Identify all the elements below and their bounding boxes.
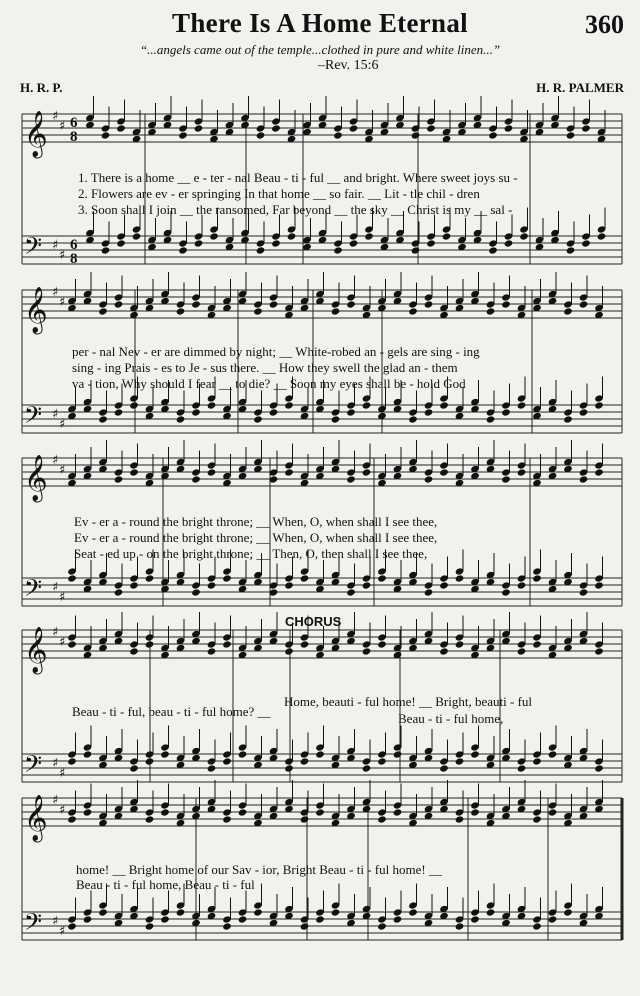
note-head (408, 307, 418, 315)
note-head (442, 232, 452, 240)
note-head (145, 815, 155, 823)
note-head (579, 475, 589, 483)
note-head (269, 408, 279, 416)
note-head (579, 588, 589, 596)
sharp-sign-icon: ♯ (59, 417, 66, 432)
note-head (256, 131, 266, 139)
sharp-sign-icon: ♯ (59, 635, 66, 650)
bass-clef-icon: 𝄢 (24, 232, 43, 265)
note-head (393, 808, 403, 816)
note-head (269, 300, 279, 308)
note-head (331, 908, 341, 916)
note-head (284, 764, 294, 772)
lyric-line: Beau - ti - ful home, Beau - ti - ful (76, 877, 255, 892)
note-head (300, 640, 310, 648)
note-head (488, 246, 498, 254)
note-head (377, 574, 387, 582)
note-head (300, 574, 310, 582)
note-head (101, 131, 111, 139)
note-head (517, 401, 527, 409)
note-head (501, 408, 511, 416)
note-head (114, 300, 124, 308)
note-head (470, 915, 480, 923)
note-head (501, 588, 511, 596)
note-head (284, 581, 294, 589)
note-head (315, 915, 325, 923)
note-head (176, 908, 186, 916)
time-signature-top: 6 (70, 115, 78, 131)
note-head (300, 757, 310, 765)
sharp-sign-icon: ♯ (59, 463, 66, 478)
note-head (594, 581, 604, 589)
note-head (517, 581, 527, 589)
treble-clef-icon: 𝄞 (24, 455, 48, 501)
note-head (315, 808, 325, 816)
note-head (160, 750, 170, 758)
music-credit: H. R. PALMER (536, 80, 624, 95)
note-head (238, 750, 248, 758)
note-head (346, 408, 356, 416)
note-head (178, 131, 188, 139)
note-head (67, 574, 77, 582)
note-head (532, 757, 542, 765)
note-head (455, 757, 465, 765)
note-head (67, 640, 77, 648)
note-head (548, 750, 558, 758)
note-head (455, 922, 465, 930)
note-head (132, 232, 142, 240)
note-head (284, 401, 294, 409)
note-head (331, 415, 341, 423)
note-head (486, 307, 496, 315)
note-head (287, 232, 297, 240)
note-head (532, 640, 542, 648)
note-head (439, 764, 449, 772)
note-head (114, 408, 124, 416)
note-head (98, 307, 108, 315)
note-head (300, 922, 310, 930)
scripture-epigraph: “...angels came out of the temple...clothed in pure and white linen...” (139, 42, 501, 57)
note-head (331, 307, 341, 315)
note-head (566, 131, 576, 139)
note-head (439, 581, 449, 589)
note-head (377, 757, 387, 765)
lyric-line: va - tion, Why should I fear __ to die? __ Soon my eyes shall be - hold God (72, 376, 466, 391)
lyric-line: 1. There is a home __ e - ter - nal Beau - ti - ful __ and bright. Where sweet joys su - (78, 170, 518, 185)
note-head (411, 246, 421, 254)
note-head (439, 401, 449, 409)
note-head (517, 764, 527, 772)
note-head (424, 408, 434, 416)
note-head (129, 764, 139, 772)
note-head (563, 415, 573, 423)
note-head (256, 246, 266, 254)
note-head (222, 574, 232, 582)
note-head (517, 647, 527, 655)
scripture-reference: –Rev. 15:6 (318, 58, 379, 73)
note-head (488, 131, 498, 139)
note-head (253, 415, 263, 423)
lyric-line: Ev - er a - round the bright throne; __ When, O, when shall I see thee, (74, 530, 438, 545)
note-head (594, 401, 604, 409)
sharp-sign-icon: ♯ (59, 766, 66, 781)
note-head (191, 475, 201, 483)
hymn-number: 360 (585, 10, 624, 39)
sharp-sign-icon: ♯ (59, 248, 66, 263)
note-head (98, 908, 108, 916)
note-head (160, 915, 170, 923)
sharp-sign-icon: ♯ (52, 238, 59, 253)
note-head (209, 232, 219, 240)
note-head (207, 468, 217, 476)
note-head (548, 808, 558, 816)
note-head (377, 922, 387, 930)
note-head (271, 239, 281, 247)
note-head (315, 750, 325, 758)
sharp-sign-icon: ♯ (59, 119, 66, 134)
lyric-line: per - nal Nev - er are dimmed by night; __ White-robed an - gels are sing - ing (72, 344, 480, 359)
note-head (470, 750, 480, 758)
note-head (581, 239, 591, 247)
note-head (455, 815, 465, 823)
words-credit: H. R. P. (20, 80, 63, 95)
sharp-sign-icon: ♯ (59, 803, 66, 818)
note-head (116, 124, 126, 132)
sharp-sign-icon: ♯ (52, 407, 59, 422)
note-head (346, 475, 356, 483)
note-head (222, 757, 232, 765)
note-head (424, 588, 434, 596)
sharp-sign-icon: ♯ (52, 453, 59, 468)
note-head (426, 124, 436, 132)
note-head (362, 401, 372, 409)
note-head (284, 468, 294, 476)
note-head (566, 246, 576, 254)
note-head (222, 640, 232, 648)
note-head (563, 908, 573, 916)
note-head (114, 475, 124, 483)
note-head (129, 647, 139, 655)
note-head (207, 647, 217, 655)
note-head (349, 124, 359, 132)
time-signature-bottom: 8 (70, 129, 78, 145)
note-head (346, 588, 356, 596)
note-head (532, 574, 542, 582)
sharp-sign-icon: ♯ (52, 756, 59, 771)
sharp-sign-icon: ♯ (52, 914, 59, 929)
note-head (594, 468, 604, 476)
lyric-line: Ev - er a - round the bright throne; __ When, O, when shall I see thee, (74, 514, 438, 529)
note-head (362, 581, 372, 589)
note-head (470, 808, 480, 816)
note-head (519, 232, 529, 240)
time-signature-top: 6 (70, 237, 78, 253)
note-head (439, 647, 449, 655)
lyric-line: 3. Soon shall I join __ the ransomed, Far beyond __ the sky __ Christ is my __ sal - (78, 202, 513, 217)
note-head (377, 640, 387, 648)
note-head (271, 124, 281, 132)
note-head (362, 764, 372, 772)
note-head (362, 647, 372, 655)
note-head (486, 415, 496, 423)
note-head (424, 300, 434, 308)
note-head (191, 408, 201, 416)
note-head (83, 808, 93, 816)
note-head (393, 915, 403, 923)
lyric-line: Home, beauti - ful home! __ Bright, beauti - ful (284, 694, 533, 709)
treble-clef-icon: 𝄞 (24, 795, 48, 841)
note-head (579, 300, 589, 308)
note-head (579, 408, 589, 416)
sharp-sign-icon: ♯ (59, 295, 66, 310)
note-head (145, 574, 155, 582)
sharp-sign-icon: ♯ (59, 590, 66, 605)
note-head (362, 468, 372, 476)
treble-clef-icon: 𝄞 (24, 287, 48, 333)
note-head (486, 908, 496, 916)
note-head (83, 915, 93, 923)
note-head (160, 808, 170, 816)
note-head (439, 468, 449, 476)
note-head (364, 232, 374, 240)
note-head (145, 922, 155, 930)
sharp-sign-icon: ♯ (52, 285, 59, 300)
lyric-line: 2. Flowers are ev - er springing In that home __ so fair. __ Lit - tle chil - dren (78, 186, 480, 201)
note-head (238, 915, 248, 923)
note-head (176, 415, 186, 423)
note-head (67, 815, 77, 823)
note-head (424, 475, 434, 483)
note-head (597, 232, 607, 240)
note-head (333, 131, 343, 139)
note-head (145, 757, 155, 765)
note-head (594, 647, 604, 655)
note-head (129, 581, 139, 589)
note-head (191, 588, 201, 596)
note-head (346, 300, 356, 308)
note-head (455, 640, 465, 648)
note-head (253, 908, 263, 916)
note-head (455, 574, 465, 582)
note-head (504, 124, 514, 132)
bass-clef-icon: 𝄢 (24, 401, 43, 434)
note-head (594, 764, 604, 772)
note-head (532, 815, 542, 823)
lyric-line: Beau - ti - ful home, (398, 711, 504, 726)
note-head (98, 415, 108, 423)
note-head (67, 757, 77, 765)
treble-clef-icon: 𝄞 (24, 627, 48, 673)
note-head (501, 300, 511, 308)
note-head (178, 246, 188, 254)
note-head (377, 815, 387, 823)
chorus-label: CHORUS (285, 614, 342, 629)
bass-clef-icon: 𝄢 (24, 574, 43, 607)
sharp-sign-icon: ♯ (52, 793, 59, 808)
note-head (194, 239, 204, 247)
lyric-line: Beau - ti - ful, beau - ti - ful home? __ (72, 704, 271, 719)
hymn-title: There Is A Home Eternal (172, 8, 468, 38)
note-head (563, 307, 573, 315)
sharp-sign-icon: ♯ (52, 580, 59, 595)
sharp-sign-icon: ♯ (52, 109, 59, 124)
note-head (207, 764, 217, 772)
note-head (504, 239, 514, 247)
note-head (101, 246, 111, 254)
note-head (67, 922, 77, 930)
note-head (238, 808, 248, 816)
note-head (222, 922, 232, 930)
time-signature-bottom: 8 (70, 251, 78, 267)
note-head (426, 239, 436, 247)
note-head (114, 588, 124, 596)
note-head (191, 300, 201, 308)
note-head (411, 131, 421, 139)
note-head (393, 750, 403, 758)
note-head (207, 401, 217, 409)
note-head (333, 246, 343, 254)
note-head (222, 815, 232, 823)
note-head (349, 239, 359, 247)
lyric-line: sing - ing Prais - es to Je - sus there. __ How they swell the glad an - them (72, 360, 458, 375)
lyric-line: Seat - ed up - on the bright throne; __ Then, O, then shall I see thee, (74, 546, 428, 561)
note-head (284, 647, 294, 655)
note-head (548, 915, 558, 923)
note-head (408, 908, 418, 916)
note-head (581, 124, 591, 132)
note-head (501, 475, 511, 483)
note-head (83, 750, 93, 758)
note-head (194, 124, 204, 132)
note-head (129, 468, 139, 476)
lyric-line: home! __ Bright home of our Sav - ior, Bright Beau - ti - ful home! __ (76, 862, 442, 877)
note-head (176, 307, 186, 315)
treble-clef-icon: 𝄞 (24, 111, 48, 157)
sharp-sign-icon: ♯ (59, 924, 66, 939)
note-head (116, 239, 126, 247)
bass-clef-icon: 𝄢 (24, 750, 43, 783)
note-head (532, 922, 542, 930)
note-head (517, 468, 527, 476)
note-head (207, 581, 217, 589)
note-head (129, 401, 139, 409)
note-head (145, 640, 155, 648)
sharp-sign-icon: ♯ (52, 625, 59, 640)
bass-clef-icon: 𝄢 (24, 908, 43, 941)
note-head (300, 815, 310, 823)
note-head (408, 415, 418, 423)
note-head (253, 307, 263, 315)
